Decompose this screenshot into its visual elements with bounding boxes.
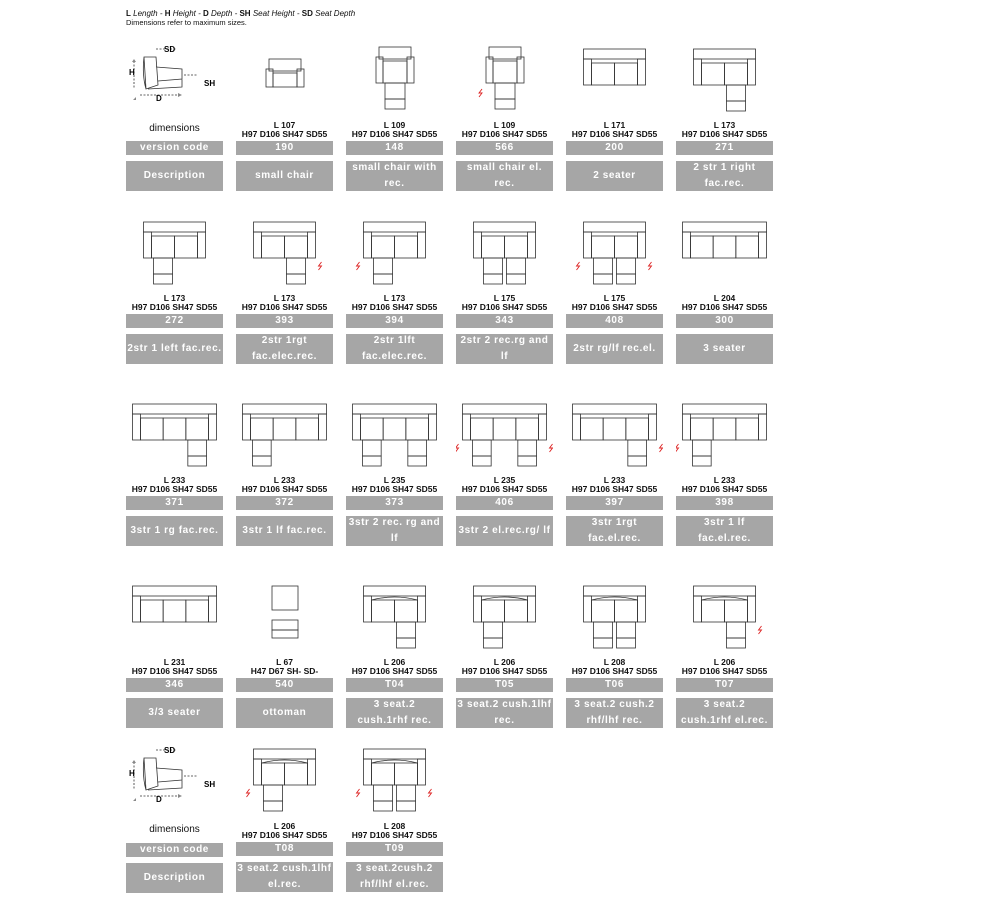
product-dimensions	[456, 294, 553, 312]
product-dimensions	[566, 294, 663, 312]
product-drawing	[676, 218, 773, 290]
product-length: L 208	[603, 657, 626, 667]
product-dims: H97 D106 SH47 SD55	[461, 129, 548, 139]
product-dimensions	[566, 121, 663, 139]
legend-l-text: Length -	[133, 9, 163, 18]
product-drawing	[346, 400, 443, 472]
product-length: L 233	[603, 475, 626, 485]
product-drawing	[566, 400, 663, 472]
product-version-code: 540	[236, 678, 333, 692]
legend-h: H	[164, 9, 171, 18]
diagram-h-label: H	[129, 769, 135, 778]
product-length: L 109	[493, 120, 516, 130]
product-dims: H97 D106 SH47 SD55	[461, 302, 548, 312]
product-length: L 107	[273, 120, 296, 130]
product-dims: H97 D106 SH47 SD55	[131, 302, 218, 312]
product-drawing	[126, 582, 223, 654]
product-dims: H97 D106 SH47 SD55	[241, 484, 328, 494]
product-description: 3str 1 lf fac.el.rec.	[676, 516, 773, 546]
product-version-code: T05	[456, 678, 553, 692]
product-dimensions	[126, 658, 223, 676]
product-length: L 206	[713, 657, 736, 667]
product-dimensions	[346, 294, 443, 312]
dimension-diagram	[126, 45, 223, 105]
product-drawing	[566, 582, 663, 654]
product-length: L 233	[163, 475, 186, 485]
product-dimensions	[236, 476, 333, 494]
product-drawing	[346, 745, 443, 817]
diagram-h-label: H	[129, 68, 135, 77]
description-header: Description	[126, 161, 223, 191]
legend-h-text: Height -	[172, 9, 201, 18]
dimensions-label: dimensions	[149, 824, 200, 835]
diagram-d-label: D	[156, 94, 162, 103]
product-drawing	[126, 400, 223, 472]
product-length: L 173	[273, 293, 296, 303]
dimension-diagram	[126, 746, 223, 806]
product-dims: H97 D106 SH47 SD55	[461, 484, 548, 494]
product-dims: H97 D106 SH47 SD55	[351, 302, 438, 312]
product-version-code: 346	[126, 678, 223, 692]
product-version-code: 372	[236, 496, 333, 510]
product-dims: H97 D106 SH47 SD55	[351, 830, 438, 840]
product-drawing	[236, 745, 333, 817]
product-drawing	[456, 400, 553, 472]
product-dims: H97 D106 SH47 SD55	[241, 830, 328, 840]
product-dims: H97 D106 SH47 SD55	[351, 666, 438, 676]
product-drawing	[236, 45, 333, 117]
product-version-code: T06	[566, 678, 663, 692]
product-dimensions	[676, 121, 773, 139]
product-length: L 206	[383, 657, 406, 667]
product-version-code: 200	[566, 141, 663, 155]
product-description: small chair	[236, 161, 333, 191]
product-drawing	[566, 45, 663, 117]
product-dims: H97 D106 SH47 SD55	[681, 129, 768, 139]
product-dimensions	[346, 658, 443, 676]
diagram-sh-label: SH	[204, 780, 216, 789]
diagram-sh-label: SH	[204, 79, 216, 88]
product-dimensions	[676, 294, 773, 312]
diagram-d-label: D	[156, 795, 162, 804]
legend-sh: SH	[239, 9, 251, 18]
product-version-code: 394	[346, 314, 443, 328]
diagram-sd-label: SD	[164, 45, 176, 54]
product-dims: H97 D106 SH47 SD55	[681, 302, 768, 312]
product-description: small chair with rec.	[346, 161, 443, 191]
product-length: L 171	[603, 120, 626, 130]
product-description: 3 seat.2 cush.1rhf rec.	[346, 698, 443, 728]
product-dims: H97 D106 SH47 SD55	[571, 302, 658, 312]
legend-abbreviations	[126, 9, 355, 18]
version-code-header: version code	[126, 843, 223, 857]
product-drawing	[676, 45, 773, 117]
product-description: ottoman	[236, 698, 333, 728]
product-description: 3/3 seater	[126, 698, 223, 728]
product-drawing	[236, 582, 333, 654]
diagram-sd-label: SD	[164, 746, 176, 755]
product-description: 3 seat.2 cush.1rhf el.rec.	[676, 698, 773, 728]
product-dims: H97 D106 SH47 SD55	[681, 484, 768, 494]
product-description: 3str 1rgt fac.el.rec.	[566, 516, 663, 546]
product-version-code: 148	[346, 141, 443, 155]
product-dimensions	[456, 658, 553, 676]
product-description: 2str rg/lf rec.el.	[566, 334, 663, 364]
product-dimensions	[236, 658, 333, 676]
product-version-code: 566	[456, 141, 553, 155]
product-dimensions	[566, 476, 663, 494]
product-description: 3 seat.2 cush.2 rhf/lhf rec.	[566, 698, 663, 728]
product-length: L 208	[383, 821, 406, 831]
product-description: 3 seat.2cush.2 rhf/lhf el.rec.	[346, 862, 443, 892]
product-dims: H97 D106 SH47 SD55	[461, 666, 548, 676]
product-dimensions	[236, 294, 333, 312]
dimensions-label: dimensions	[149, 123, 200, 134]
product-drawing	[126, 218, 223, 290]
product-version-code: 300	[676, 314, 773, 328]
product-version-code: 398	[676, 496, 773, 510]
product-version-code: 343	[456, 314, 553, 328]
product-length: L 175	[603, 293, 626, 303]
product-dims: H97 D106 SH47 SD55	[571, 666, 658, 676]
product-dimensions	[676, 476, 773, 494]
product-version-code: 272	[126, 314, 223, 328]
product-length: L 67	[276, 657, 293, 667]
product-description: 2str 1rgt fac.elec.rec.	[236, 334, 333, 364]
product-dimensions	[456, 121, 553, 139]
product-length: L 173	[163, 293, 186, 303]
product-description: 3 seater	[676, 334, 773, 364]
product-length: L 175	[493, 293, 516, 303]
legend-l: L	[126, 9, 131, 18]
product-dims: H97 D106 SH47 SD55	[351, 129, 438, 139]
product-dimensions	[236, 121, 333, 139]
product-description: 3 seat.2 cush.1lhf el.rec.	[237, 863, 332, 890]
legend-sd-text: Seat Depth	[315, 9, 356, 18]
product-description: small chair el. rec.	[456, 161, 553, 191]
product-dimensions	[566, 658, 663, 676]
product-length: L 231	[163, 657, 186, 667]
product-version-code: T08	[236, 842, 333, 856]
product-drawing	[346, 582, 443, 654]
product-version-code: T09	[346, 842, 443, 856]
product-description: 2 seater	[566, 161, 663, 191]
product-version-code: 408	[566, 314, 663, 328]
legend-d-text: Depth -	[211, 9, 238, 18]
product-dims: H97 D106 SH47 SD55	[131, 484, 218, 494]
product-length: L 235	[383, 475, 406, 485]
product-dims: H47 D67 SH- SD-	[250, 666, 319, 676]
product-drawing	[456, 45, 553, 117]
product-version-code: T07	[676, 678, 773, 692]
product-dimensions	[456, 476, 553, 494]
product-drawing	[236, 400, 333, 472]
product-description: 3str 2 el.rec.rg/ lf	[456, 516, 553, 546]
product-dims: H97 D106 SH47 SD55	[131, 666, 218, 676]
product-dimensions	[236, 822, 333, 840]
product-version-code: 397	[566, 496, 663, 510]
product-description: 3 seat.2 cush.1lhf rec.	[457, 699, 552, 726]
product-dimensions	[346, 822, 443, 840]
product-drawing	[456, 582, 553, 654]
legend	[126, 9, 355, 27]
product-version-code: 190	[236, 141, 333, 155]
product-length: L 204	[713, 293, 736, 303]
product-description: 2str 2 rec.rg and lf	[456, 334, 553, 364]
description-header: Description	[126, 863, 223, 893]
product-drawing	[676, 582, 773, 654]
product-version-code: 393	[236, 314, 333, 328]
product-length: L 233	[273, 475, 296, 485]
product-dims: H97 D106 SH47 SD55	[351, 484, 438, 494]
product-length: L 173	[383, 293, 406, 303]
version-code-header: version code	[126, 141, 223, 155]
product-length: L 235	[493, 475, 516, 485]
product-dimensions	[126, 476, 223, 494]
product-version-code: 406	[456, 496, 553, 510]
product-version-code: 373	[346, 496, 443, 510]
product-dimensions	[346, 476, 443, 494]
product-dims: H97 D106 SH47 SD55	[571, 129, 658, 139]
product-drawing	[566, 218, 663, 290]
legend-d: D	[202, 9, 209, 18]
product-length: L 109	[383, 120, 406, 130]
product-dims: H97 D106 SH47 SD55	[241, 129, 328, 139]
product-version-code: T04	[346, 678, 443, 692]
product-drawing	[456, 218, 553, 290]
product-drawing	[346, 218, 443, 290]
product-description: 2 str 1 right fac.rec.	[676, 161, 773, 191]
product-length: L 206	[493, 657, 516, 667]
product-drawing	[236, 218, 333, 290]
product-description: 3str 2 rec. rg and lf	[346, 516, 443, 546]
legend-sd: SD	[301, 9, 313, 18]
product-version-code: 371	[126, 496, 223, 510]
product-drawing	[346, 45, 443, 117]
product-version-code: 271	[676, 141, 773, 155]
product-description: 2str 1 left fac.rec.	[126, 334, 223, 364]
product-description: 2str 1lft fac.elec.rec.	[346, 334, 443, 364]
product-length: L 233	[713, 475, 736, 485]
legend-note: Dimensions refer to maximum sizes.	[126, 18, 247, 27]
product-drawing	[676, 400, 773, 472]
product-length: L 206	[273, 821, 296, 831]
product-dimensions	[346, 121, 443, 139]
product-description: 3str 1 rg fac.rec.	[126, 516, 223, 546]
product-dims: H97 D106 SH47 SD55	[681, 666, 768, 676]
product-length: L 173	[713, 120, 736, 130]
product-dims: H97 D106 SH47 SD55	[241, 302, 328, 312]
product-dims: H97 D106 SH47 SD55	[571, 484, 658, 494]
legend-sh-text: Seat Height -	[252, 9, 300, 18]
product-description: 3str 1 lf fac.rec.	[236, 516, 333, 546]
product-dimensions	[126, 294, 223, 312]
product-dimensions	[676, 658, 773, 676]
